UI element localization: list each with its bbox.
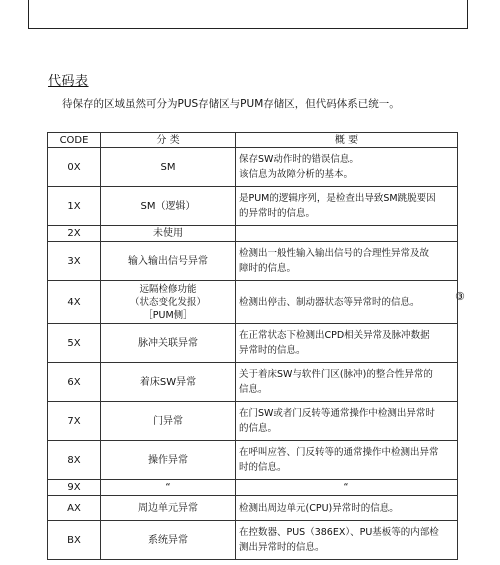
row-category: SM [101,148,236,187]
summary-line: 在正常状态下检测出CPD相关异常及脉冲数据 [239,330,430,341]
top-frame [28,0,468,29]
summary-line: 在门SW或者门反转等通常操作中检测出异常时 [239,408,435,419]
row-category: 脉冲关联异常 [101,324,236,363]
row-code: 2X [48,226,101,242]
row-code: 0X [48,148,101,187]
row-category: 操作异常 [101,441,236,480]
summary-line: 障时的信息。 [239,263,297,274]
summary-line: 该信息为故障分析的基本。 [239,169,354,180]
row-category: 着床SW异常 [101,363,236,402]
summary-line: 测出异常时的信息。 [239,542,325,553]
summary-line: 在呼叫应答、门反转等的通常操作中检测出异常 [239,447,439,458]
row-summary [236,226,458,242]
row-summary [236,324,458,363]
header-code: CODE [48,133,101,148]
summary-line: 检测出一般性输入输出信号的合理性异常及故 [239,248,430,259]
table-row [48,441,458,480]
row-category: “ [101,480,236,496]
table-row [48,480,458,496]
table-row [48,148,458,187]
row-code: 7X [48,402,101,441]
row-category: 未使用 [101,226,236,242]
row-summary: 检测出停击、制动器状态等异常时的信息。 [236,281,458,324]
intro-text: 待保存的区域虽然可分为PUS存储区与PUM存储区，但代码体系已统一。 [62,98,400,110]
table-row [48,242,458,281]
row-code: BX [48,521,101,560]
category-line: ［PUM侧］ [143,309,193,321]
code-table [47,132,458,560]
table-row [48,521,458,560]
table-row [48,496,458,521]
table-row [48,324,458,363]
row-category: SM（逻辑） [101,187,236,226]
summary-line: 在控数器、PUS（386EX）、PU基板等的内部检 [239,527,439,538]
row-code: 4X [48,281,101,324]
row-code: 8X [48,441,101,480]
summary-line: 的信息。 [239,423,278,434]
side-note-marker: ③ [455,290,465,303]
row-summary: 检测出周边单元(CPU)异常时的信息。 [236,496,458,521]
table-row [48,226,458,242]
summary-line: 保存SW动作时的错误信息。 [239,154,359,165]
row-category: 门异常 [101,402,236,441]
row-summary [236,441,458,480]
row-category [101,281,236,324]
table-row [48,281,458,324]
summary-line: 异常时的信息。 [239,345,306,356]
table-row [48,187,458,226]
header-summary: 概 要 [236,133,458,148]
row-code: 5X [48,324,101,363]
row-category: 输入输出信号异常 [101,242,236,281]
row-category: 周边单元异常 [101,496,236,521]
category-line: 远隔检修功能 [139,283,197,295]
row-code: AX [48,496,101,521]
row-summary [236,363,458,402]
row-summary [236,521,458,560]
row-category: 系统异常 [101,521,236,560]
row-code: 1X [48,187,101,226]
table-row [48,363,458,402]
summary-line: 信息。 [239,384,268,395]
row-code: 9X [48,480,101,496]
summary-line: 关于着床SW与软件门区(脉冲)的整合性异常的 [239,369,433,380]
section-title: 代码表 [48,74,89,89]
summary-line: 是PUM的逻辑序列，是检查出导致SM跳脱要因 [239,193,436,204]
summary-line: 的异常时的信息。 [239,208,316,219]
table-header-row [48,133,458,148]
summary-line: 时的信息。 [239,462,287,473]
header-category: 分 类 [101,133,236,148]
table-row [48,402,458,441]
row-summary [236,148,458,187]
row-code: 3X [48,242,101,281]
row-summary [236,187,458,226]
row-code: 6X [48,363,101,402]
row-summary [236,402,458,441]
category-line: （状态变化发报） [129,296,206,308]
row-summary [236,242,458,281]
row-summary: “ [236,480,458,496]
